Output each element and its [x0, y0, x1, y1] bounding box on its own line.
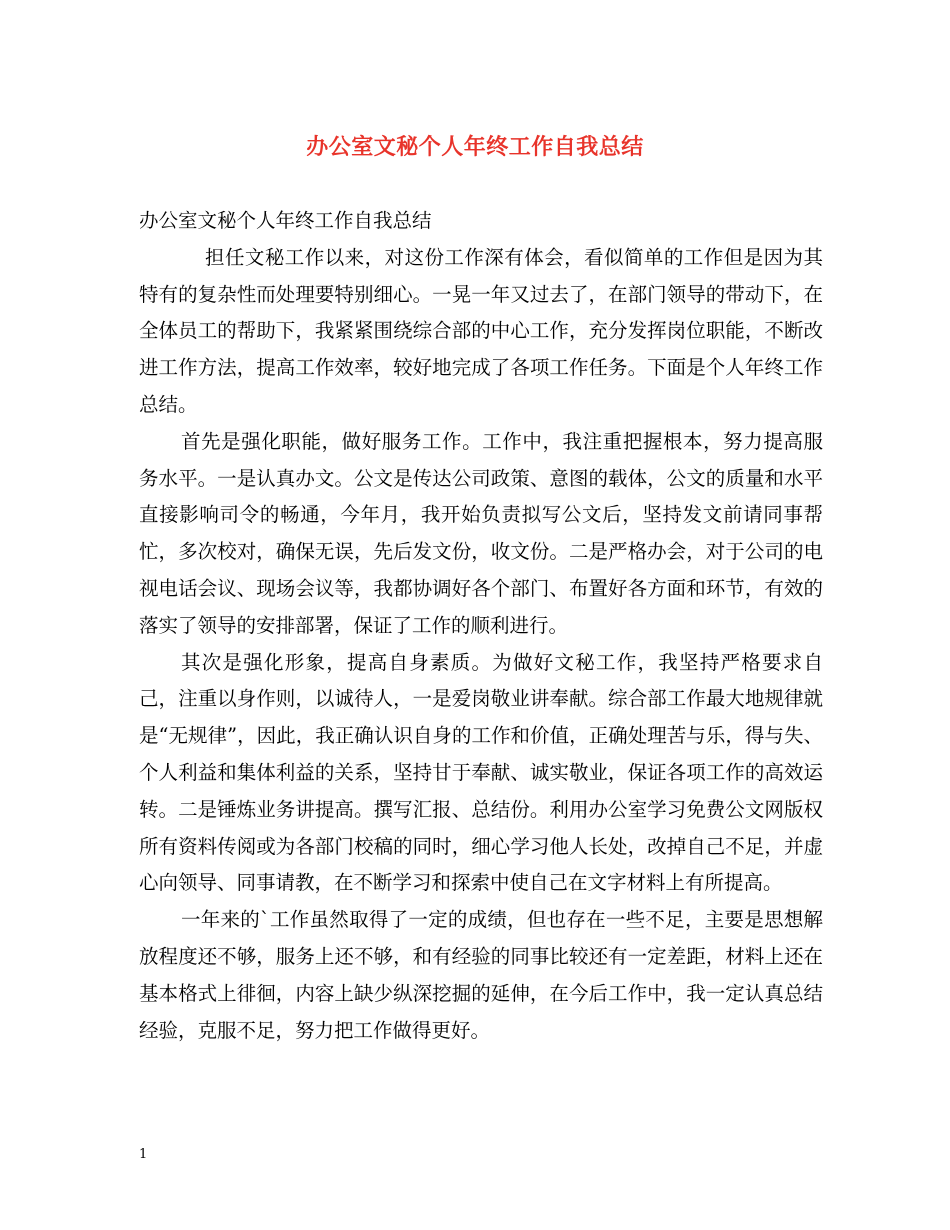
- paragraph-conclusion: 一年来的`工作虽然取得了一定的成绩，但也存在一些不足，主要是思想解放程度还不够，服务上还不够，和有经验的同事比较还有一定差距，材料上还在基本格式上徘徊，内容上缺少纵深挖掘的延伸，在今后工作中，我一定认真总结经验，克服不足，努力把工作做得更好。: [139, 908, 823, 1042]
- document-body: [139, 203, 823, 1049]
- paragraph-image: 其次是强化形象，提高自身素质。为做好文秘工作，我坚持严格要求自己，注重以身作则，以诚待人，一是爱岗敬业讲奉献。综合部工作最大地规律就是“无规律”，因此，我正确认识自身的工作和价值，正确处理苦与乐，得与失、个人利益和集体利益的关系，坚持甘于奉献、诚实敬业，保证各项工作的高效运转。二是锤炼业务讲提高。撰写汇报、总结份。利用办公室学习免费公文网版权所有资料传阅或为各部门校稿的同时，细心学习他人长处，改掉自己不足，并虚心向领导、同事请教，在不断学习和探索中使自己在文字材料上有所提高。: [139, 650, 823, 895]
- page-number: 1: [139, 1147, 148, 1162]
- paragraph-intro: 担任文秘工作以来，对这份工作深有体会，看似简单的工作但是因为其特有的复杂性而处理要特别细心。一晃一年又过去了，在部门领导的带动下，在全体员工的帮助下，我紧紧围绕综合部的中心工作，充分发挥岗位职能，不断改进工作方法，提高工作效率，较好地完成了各项工作任务。下面是个人年终工作总结。: [139, 245, 823, 416]
- paragraph-service: 首先是强化职能，做好服务工作。工作中，我注重把握根本，努力提高服务水平。一是认真办文。公文是传达公司政策、意图的载体，公文的质量和水平直接影响司令的畅通，今年月，我开始负责拟写公文后，坚持发文前请同事帮忙，多次校对，确保无误，先后发文份，收文份。二是严格办会，对于公司的电视电话会议、现场会议等，我都协调好各个部门、布置好各方面和环节，有效的落实了领导的安排部署，保证了工作的顺利进行。: [139, 429, 823, 637]
- document-subtitle: 办公室文秘个人年终工作自我总结: [139, 209, 432, 232]
- document-title: 办公室文秘个人年终工作自我总结: [306, 134, 644, 160]
